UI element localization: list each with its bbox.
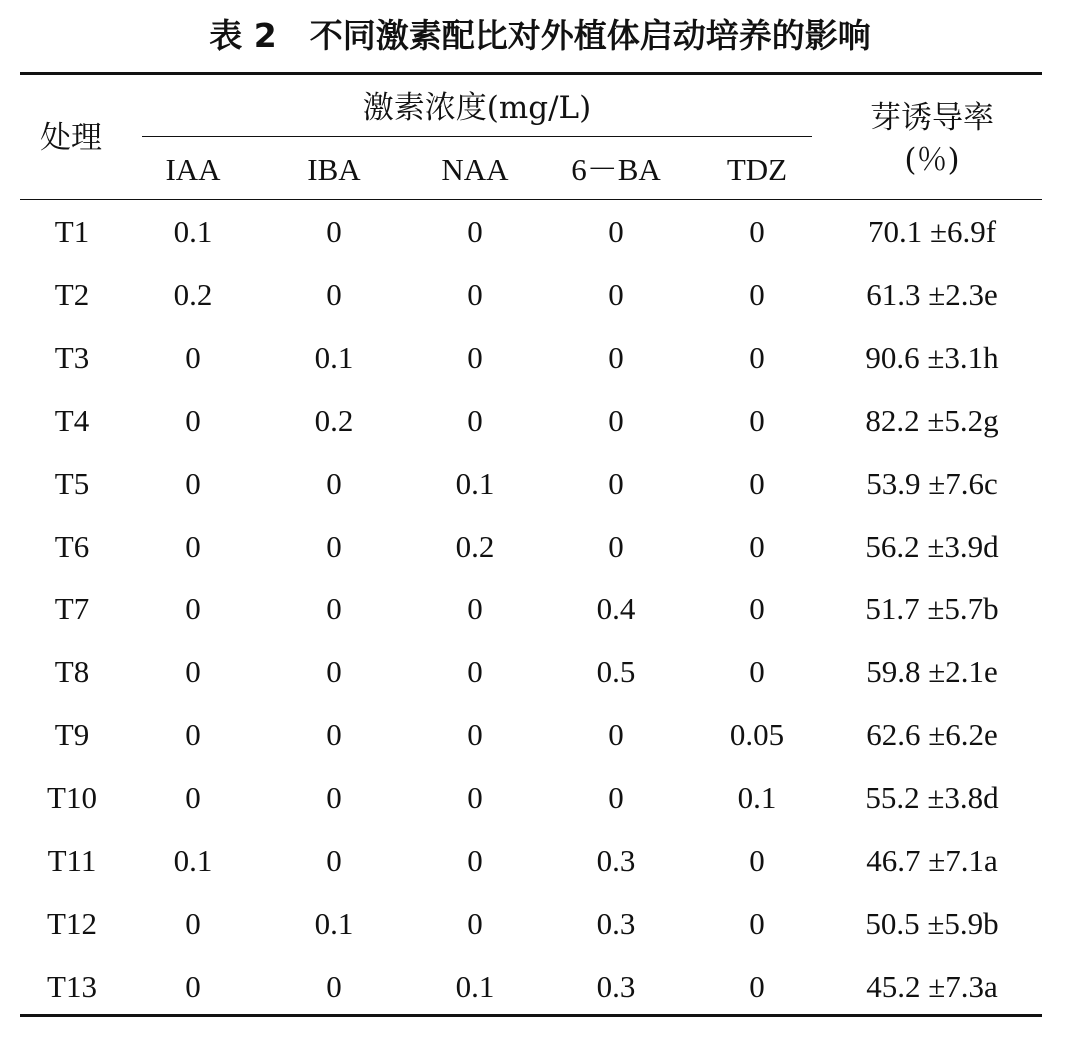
row-label: T8: [54, 654, 90, 690]
table-cell: 0: [467, 214, 483, 249]
table-caption: 表 2 不同激素配比对外植体启动培养的影响: [209, 16, 871, 55]
rate-cell: 61.3 ±2.3e: [866, 276, 998, 312]
table-cell: 0: [185, 528, 201, 564]
table-cell: 0: [608, 528, 624, 564]
row-label: T9: [54, 717, 90, 753]
header-treatment: 处理: [40, 120, 102, 156]
table-cell: 0: [467, 717, 483, 753]
table-cell: 0: [608, 339, 624, 375]
table-cell: 0: [326, 968, 342, 1004]
table-cell: 0.4: [596, 591, 636, 627]
table-cell: 0: [326, 591, 342, 627]
table-cell: 0: [608, 717, 624, 753]
table-cell: 0: [326, 654, 342, 690]
table-cell: 0: [185, 717, 201, 753]
group-rule: [142, 136, 812, 137]
rate-cell: 90.6 ±3.1h: [865, 339, 999, 375]
header-rate-line2: (％): [904, 142, 960, 178]
table-cell: 0: [749, 591, 765, 627]
table-cell: 0: [749, 528, 765, 564]
header-hormone-2: IBA: [307, 152, 361, 187]
table-cell: 0: [608, 402, 624, 438]
table-cell: 0: [185, 905, 201, 941]
rate-cell: 70.1 ±6.9f: [867, 214, 997, 249]
table-cell: 0: [467, 591, 483, 627]
table-cell: 0: [608, 276, 624, 312]
table-cell: 0: [185, 339, 201, 375]
header-hormone-3: NAA: [441, 152, 509, 187]
table-cell: 0.5: [596, 654, 636, 690]
table-cell: 0: [608, 465, 624, 501]
table-cell: 0: [749, 968, 765, 1004]
row-label: T2: [54, 276, 90, 312]
table-cell: 0: [185, 402, 201, 438]
row-label: T13: [47, 968, 97, 1004]
table-cell: 0.05: [729, 717, 785, 753]
table-cell: 0: [749, 465, 765, 501]
row-label: T7: [54, 591, 90, 627]
row-label: T12: [47, 905, 97, 941]
table-cell: 0.2: [455, 528, 495, 564]
table-cell: 0: [467, 905, 483, 941]
bottom-rule: [20, 1014, 1042, 1017]
header-hormone-4: 6－BA: [571, 152, 661, 187]
table-cell: 0: [326, 717, 342, 753]
row-label: T6: [54, 528, 90, 564]
rate-cell: 53.9 ±7.6c: [866, 465, 998, 501]
table-cell: 0: [326, 780, 342, 816]
table-cell: 0: [467, 843, 483, 878]
table-cell: 0: [749, 276, 765, 312]
table-cell: 0.1: [455, 968, 495, 1004]
header-hormone-1: IAA: [165, 152, 221, 187]
table-cell: 0: [749, 654, 765, 690]
table-cell: 0.3: [596, 843, 636, 878]
table-cell: 0.2: [173, 276, 213, 312]
table-cell: 0: [467, 339, 483, 375]
table-cell: 0: [185, 968, 201, 1004]
table-cell: 0: [326, 843, 342, 878]
rate-cell: 50.5 ±5.9b: [865, 905, 999, 941]
table-cell: 0: [185, 654, 201, 690]
rate-cell: 82.2 ±5.2g: [865, 402, 999, 438]
table-cell: 0.1: [173, 843, 213, 878]
top-rule: [20, 72, 1042, 75]
table-cell: 0: [749, 843, 765, 878]
rate-cell: 56.2 ±3.9d: [865, 528, 999, 564]
row-label: T11: [47, 843, 97, 878]
header-rate-line1: 芽诱导率: [870, 100, 994, 136]
rate-cell: 51.7 ±5.7b: [865, 591, 999, 627]
table-cell: 0: [185, 465, 201, 501]
table-cell: 0: [467, 780, 483, 816]
table-cell: 0: [608, 780, 624, 816]
table-cell: 0.2: [314, 402, 354, 438]
row-label: T3: [54, 339, 90, 375]
rate-cell: 59.8 ±2.1e: [866, 654, 998, 690]
table-cell: 0.1: [314, 339, 354, 375]
rate-cell: 62.6 ±6.2e: [866, 717, 998, 753]
table-cell: 0.1: [737, 780, 777, 816]
row-label: T1: [54, 214, 90, 249]
rate-cell: 55.2 ±3.8d: [865, 780, 999, 816]
table-cell: 0: [326, 214, 342, 249]
table-cell: 0: [326, 528, 342, 564]
table-cell: 0: [185, 780, 201, 816]
row-label: T4: [54, 402, 90, 438]
table-cell: 0: [749, 339, 765, 375]
header-hormone-5: TDZ: [726, 152, 788, 187]
table-cell: 0.3: [596, 905, 636, 941]
table-cell: 0: [185, 591, 201, 627]
table-cell: 0: [749, 905, 765, 941]
table-cell: 0: [749, 402, 765, 438]
row-label: T10: [47, 780, 97, 816]
row-label: T5: [54, 465, 90, 501]
table-cell: 0: [467, 654, 483, 690]
table-cell: 0.1: [173, 214, 213, 249]
rate-cell: 46.7 ±7.1a: [866, 843, 998, 878]
table-cell: 0.1: [314, 905, 354, 941]
table-cell: 0: [749, 214, 765, 249]
table-cell: 0: [467, 276, 483, 312]
header-bottom-rule: [20, 199, 1042, 200]
table-cell: 0: [326, 276, 342, 312]
table-cell: 0: [467, 402, 483, 438]
header-concentration-group: 激素浓度(mg/L): [362, 90, 592, 126]
rate-cell: 45.2 ±7.3a: [866, 968, 998, 1004]
table-cell: 0: [326, 465, 342, 501]
table-cell: 0.3: [596, 968, 636, 1004]
table-cell: 0.1: [455, 465, 495, 501]
table-cell: 0: [608, 214, 624, 249]
